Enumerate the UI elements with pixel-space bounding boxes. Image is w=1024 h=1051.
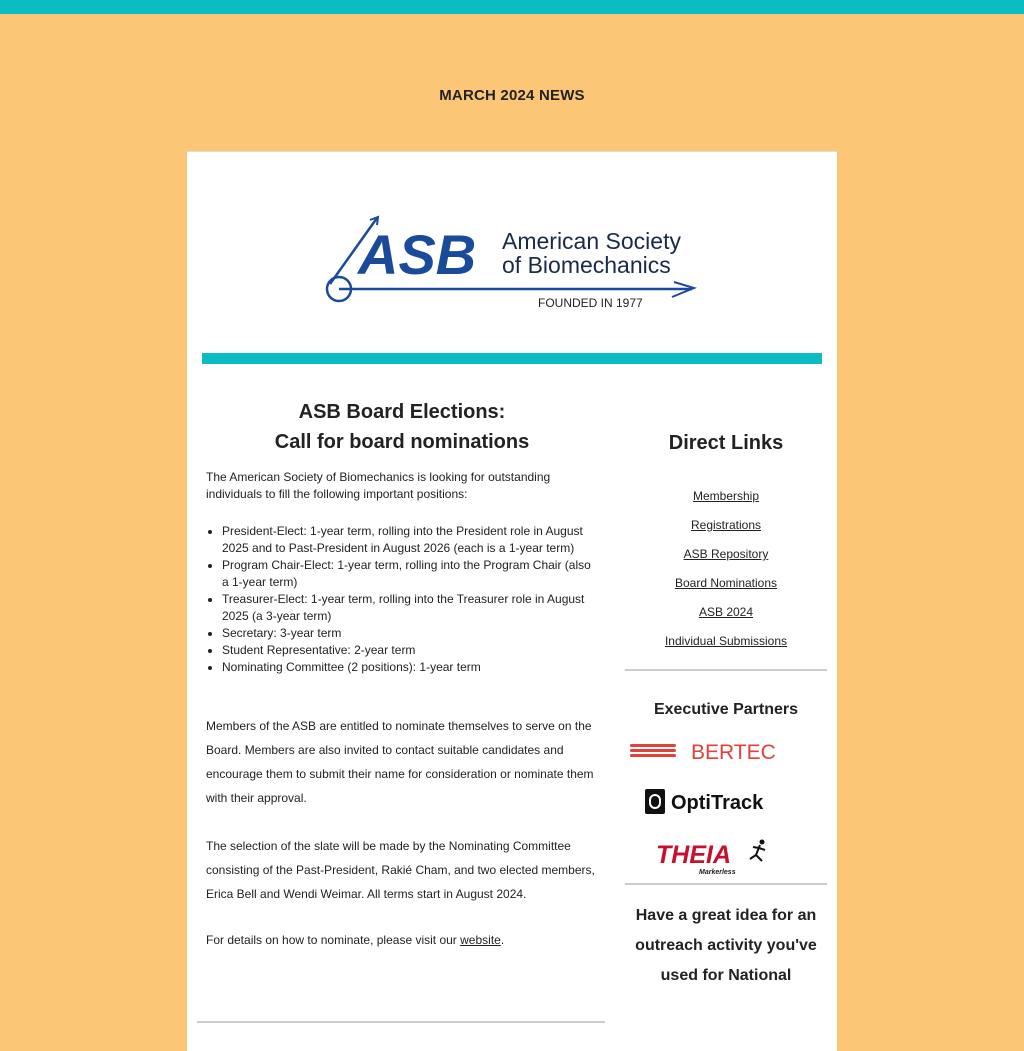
logo-acronym: ASB (358, 223, 477, 286)
link-board-nominations[interactable]: Board Nominations (674, 576, 778, 590)
link-individual-submissions[interactable]: Individual Submissions (664, 634, 788, 648)
direct-links (625, 489, 827, 663)
logo-name-line1: American Society (502, 228, 681, 254)
position-item: • Secretary: 3-year term (222, 625, 598, 642)
theia-logo[interactable] (656, 840, 765, 877)
link-asb-2024[interactable]: ASB 2024 (698, 605, 754, 619)
direct-links-title: Direct Links (668, 432, 784, 454)
newsletter-card (187, 151, 837, 1051)
svg-text:THEIA: THEIA (656, 841, 731, 869)
positions-list (222, 523, 598, 676)
article-paragraph: Members of the ASB are entitled to nominate themselves to serve on the Board. Members are also invited to contact suitable candidates and encourage them to submit their name for consideration or nominate them with their approval. (206, 719, 594, 805)
svg-text:BERTEC: BERTEC (691, 741, 776, 764)
top-accent-bar (0, 0, 1024, 14)
position-item: • Nominating Committee (2 positions): 1-year term (222, 659, 598, 676)
article-intro: The American Society of Biomechanics is looking for outstanding individuals to fill the following important positions: (206, 470, 551, 501)
asb-logo (322, 214, 712, 314)
partner-logos (625, 737, 827, 887)
sidebar-divider (625, 669, 827, 671)
website-link[interactable]: website (460, 933, 501, 947)
link-registrations[interactable]: Registrations (690, 518, 762, 532)
position-item: • Program Chair-Elect: 1-year term, rolling into the Program Chair (also a 1-year term) (222, 557, 598, 591)
outreach-idea-text: Have a great idea for an outreach activity you've used for National (635, 907, 817, 984)
article-details: For details on how to nominate, please visit our website. (206, 933, 505, 947)
logo-name-line2: of Biomechanics (502, 252, 671, 278)
position-item: • Treasurer-Elect: 1-year term, rolling into the Treasurer role in August 2025 (a 3-year term) (222, 591, 598, 625)
position-item: • President-Elect: 1-year term, rolling into the President role in August 2025 and to Past-President in August 2026 (each is a 1-year term) (222, 523, 598, 557)
link-membership[interactable]: Membership (692, 489, 760, 503)
link-asb-repository[interactable]: ASB Repository (683, 547, 769, 561)
logo-founded: FOUNDED IN 1977 (538, 296, 643, 310)
section-divider (197, 1021, 605, 1023)
partners-title: Executive Partners (653, 701, 799, 718)
article-paragraph: The selection of the slate will be made by the Nominating Committee consisting of the Past-President, Rakié Cham, and two elected members, Erica Bell and Wendi Weimar. All terms start in August 2024. (206, 839, 595, 901)
sidebar-divider (625, 883, 827, 885)
position-item: • Student Representative: 2-year term (222, 642, 598, 659)
board-elections-article (206, 397, 598, 949)
newsletter-title: MARCH 2024 NEWS (439, 87, 585, 104)
bertec-logo[interactable] (630, 741, 776, 764)
teal-divider (202, 353, 822, 364)
svg-text:OptiTrack: OptiTrack (671, 792, 764, 814)
sidebar (625, 432, 827, 991)
svg-text:Markerless: Markerless (699, 869, 736, 876)
optitrack-logo[interactable] (645, 789, 764, 814)
article-title: ASB Board Elections: Call for board nominations (274, 401, 530, 453)
